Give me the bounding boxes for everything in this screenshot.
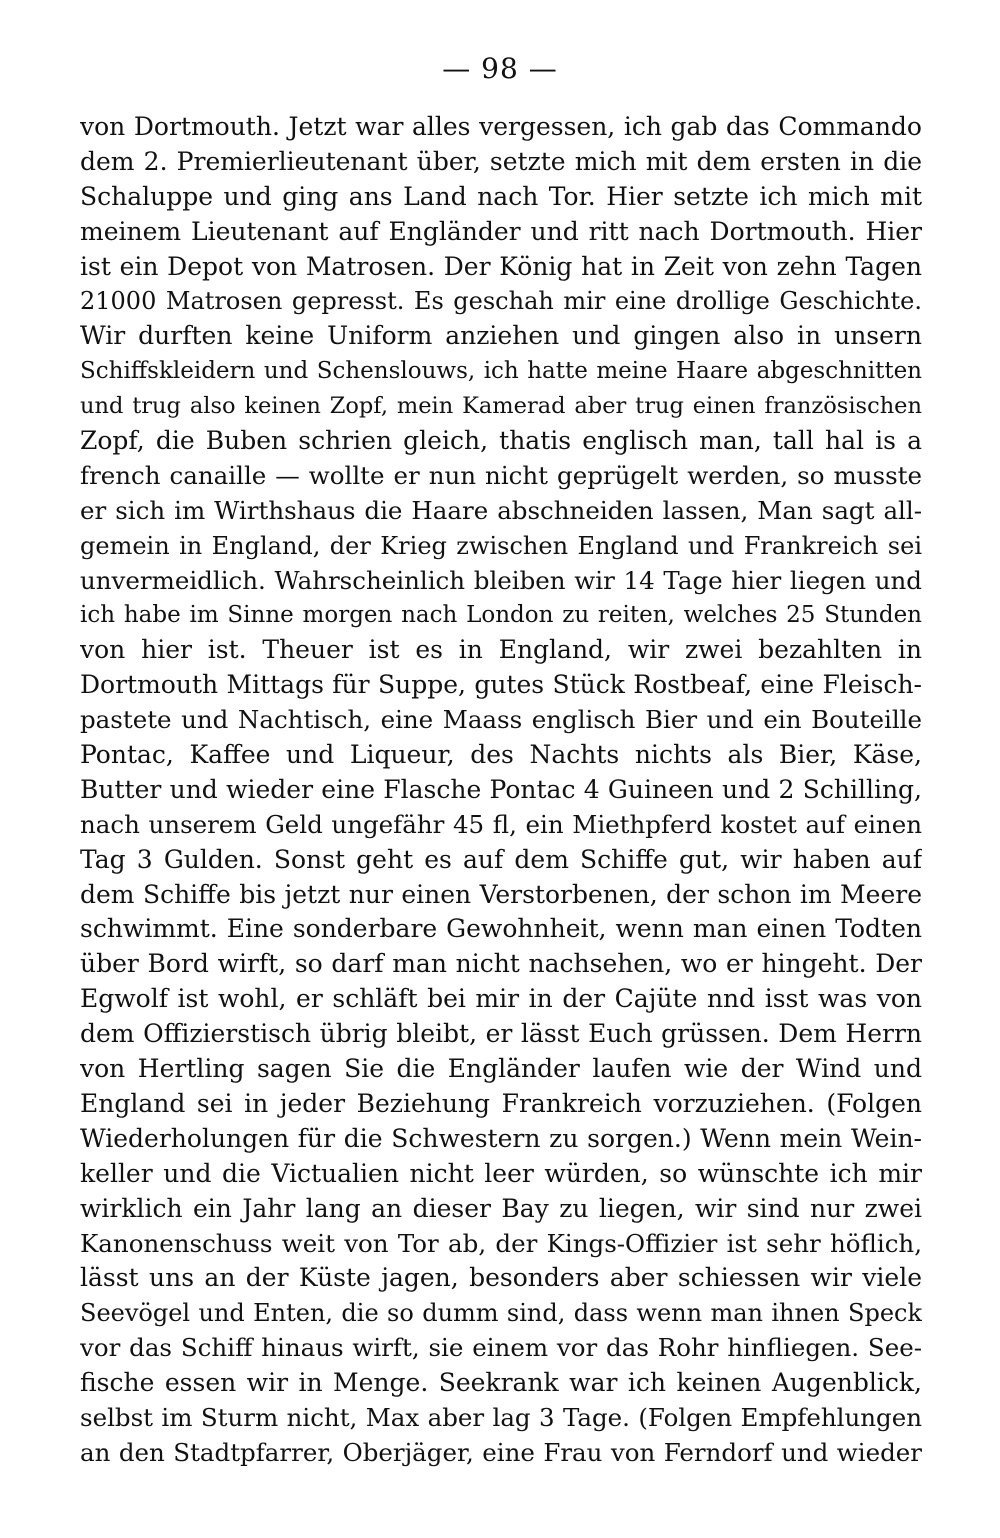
text-line: über Bord wirft, so darf man nicht nachsehen, wo er hingeht. Der <box>80 949 922 979</box>
text-line: schwimmt. Eine sonderbare Gewohnheit, wenn man einen Todten <box>80 914 922 944</box>
text-line: Wir durften keine Uniform anziehen und gingen also in unsern <box>80 321 922 351</box>
text-line: dem 2. Premierlieutenant über, setzte mich mit dem ersten in die <box>80 146 922 176</box>
text-line: Egwolf ist wohl, er schläft bei mir in der Cajüte nnd isst was von <box>80 984 922 1014</box>
text-line: ich habe im Sinne morgen nach London zu reiten, welches 25 Stunden <box>80 602 922 629</box>
text-line: gemein in England, der Krieg zwischen England und Frankreich sei <box>80 531 922 560</box>
text-line: Tag 3 Gulden. Sonst geht es auf dem Schiffe gut, wir haben auf <box>80 844 922 874</box>
text-line: Butter und wieder eine Flasche Pontac 4 Guineen und 2 Schilling, <box>80 774 922 804</box>
text-line: 21000 Matrosen gepresst. Es geschah mir eine drollige Geschichte. <box>80 287 922 316</box>
text-line: french canaille — wollte er nun nicht geprügelt werden, so musste <box>80 460 922 490</box>
text-line: von hier ist. Theuer ist es in England, wir zwei bezahlten in <box>80 635 922 665</box>
text-line: dem Offizierstisch übrig bleibt, er lässt Euch grüssen. Dem Herrn <box>80 1019 922 1049</box>
text-line: lässt uns an der Küste jagen, besonders aber schiessen wir viele <box>80 1263 922 1293</box>
text-line: pastete und Nachtisch, eine Maass englisch Bier und ein Bouteille <box>80 705 922 735</box>
text-line: er sich im Wirthshaus die Haare abschneiden lassen, Man sagt all- <box>80 495 922 525</box>
text-line: wirklich ein Jahr lang an dieser Bay zu liegen, wir sind nur zwei <box>80 1193 922 1223</box>
text-line: dem Schiffe bis jetzt nur einen Verstorbenen, der schon im Meere <box>80 879 922 909</box>
body-text <box>80 110 922 1471</box>
text-line: Zopf, die Buben schrien gleich, thatis englisch man, tall hal is a <box>80 426 922 456</box>
text-line: Dortmouth Mittags für Suppe, gutes Stück Rostbeaf, eine Fleisch- <box>80 670 922 700</box>
text-line: keller und die Victualien nicht leer würden, so wünschte ich mir <box>80 1158 922 1188</box>
text-line: nach unserem Geld ungefähr 45 fl, ein Miethpferd kostet auf einen <box>80 809 922 839</box>
page-number: — 98 — <box>442 52 558 85</box>
text-line: ist ein Depot von Matrosen. Der König hat in Zeit von zehn Tagen <box>80 251 922 281</box>
text-line: von Hertling sagen Sie die Engländer laufen wie der Wind und <box>80 1054 922 1084</box>
text-line: Schaluppe und ging ans Land nach Tor. Hier setzte ich mich mit <box>80 181 922 211</box>
text-line: meinem Lieutenant auf Engländer und ritt nach Dortmouth. Hier <box>80 216 922 246</box>
text-line: an den Stadtpfarrer, Oberjäger, eine Frau von Ferndorf und wieder <box>80 1437 922 1467</box>
text-line: und trug also keinen Zopf, mein Kamerad aber trug einen französischen <box>80 393 922 420</box>
text-line: Seevögel und Enten, die so dumm sind, dass wenn man ihnen Speck <box>80 1299 922 1328</box>
text-line: unvermeidlich. Wahrscheinlich bleiben wir 14 Tage hier liegen und <box>80 565 922 595</box>
text-line: fische essen wir in Menge. Seekrank war ich keinen Augenblick, <box>80 1368 922 1398</box>
text-line: vor das Schiff hinaus wirft, sie einem vor das Rohr hinfliegen. See- <box>80 1333 922 1363</box>
text-line: Pontac, Kaffee und Liqueur, des Nachts nichts als Bier, Käse, <box>80 740 922 770</box>
text-line: Schiffskleidern und Schenslouws, ich hatte meine Haare abgeschnitten <box>80 358 922 385</box>
text-line: selbst im Sturm nicht, Max aber lag 3 Tage. (Folgen Empfehlungen <box>80 1402 922 1432</box>
text-line: Wiederholungen für die Schwestern zu sorgen.) Wenn mein Wein- <box>80 1123 922 1153</box>
text-line: Kanonenschuss weit von Tor ab, der Kings-Offizier ist sehr höflich, <box>80 1228 922 1258</box>
text-line: England sei in jeder Beziehung Frankreich vorzuziehen. (Folgen <box>80 1088 922 1118</box>
text-line: von Dortmouth. Jetzt war alles vergessen, ich gab das Commando <box>80 112 922 141</box>
